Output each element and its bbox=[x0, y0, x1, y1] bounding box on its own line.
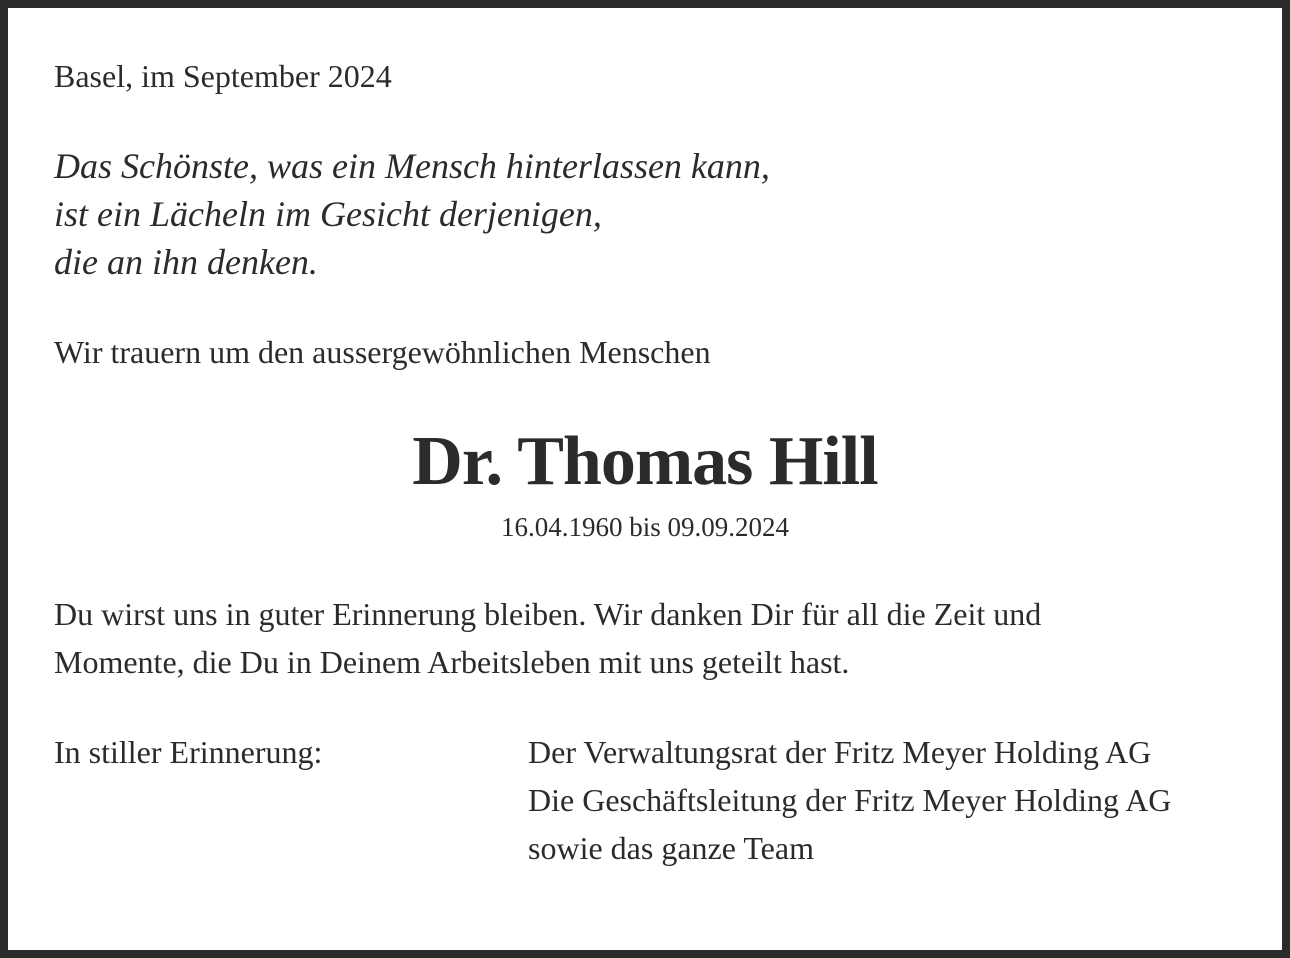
message-line-1: Du wirst uns in guter Erinnerung bleiben. Wir danken Dir für all die Zeit und bbox=[54, 596, 1042, 632]
signatories bbox=[528, 728, 1171, 872]
place-date: Basel, im September 2024 bbox=[54, 58, 392, 94]
intro-text: Wir trauern um den aussergewöhnlichen Menschen bbox=[54, 334, 711, 370]
closing-label: In stiller Erinnerung: bbox=[54, 734, 323, 770]
quote-line-3: die an ihn denken. bbox=[54, 242, 318, 282]
farewell-message bbox=[54, 590, 1041, 686]
deceased-name: Dr. Thomas Hill bbox=[412, 423, 878, 500]
signatory-management: Die Geschäftsleitung der Fritz Meyer Holding AG bbox=[528, 782, 1172, 818]
quote-line-2: ist ein Lächeln im Gesicht derjenigen, bbox=[54, 194, 602, 234]
life-dates: 16.04.1960 bis 09.09.2024 bbox=[500, 512, 789, 542]
quote-line-1: Das Schönste, was ein Mensch hinterlassen kann, bbox=[54, 146, 770, 186]
signatory-team: sowie das ganze Team bbox=[528, 830, 814, 866]
signatory-board: Der Verwaltungsrat der Fritz Meyer Holding AG bbox=[528, 734, 1152, 770]
message-line-2: Momente, die Du in Deinem Arbeitsleben mit uns geteilt hast. bbox=[54, 644, 850, 680]
memorial-quote bbox=[54, 142, 770, 286]
